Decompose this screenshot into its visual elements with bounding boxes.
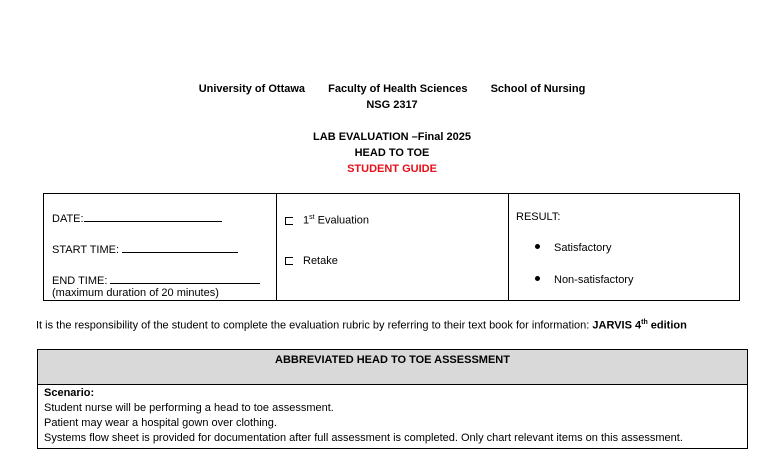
institution-header	[0, 83, 784, 95]
assessment-section	[37, 349, 748, 449]
textbook-edition-label: edition	[647, 319, 687, 332]
school-name: School of Nursing	[490, 83, 586, 95]
evaluation-title: LAB EVALUATION –Final 2025	[313, 131, 471, 143]
times-cell	[44, 194, 277, 300]
evaluation-info-table	[43, 193, 740, 301]
end-time-field	[52, 273, 260, 287]
responsibility-statement	[36, 319, 687, 332]
first-eval-label: Evaluation	[317, 214, 370, 227]
scenario-line: Patient may wear a hospital gown over clothing.	[44, 417, 277, 429]
satisfactory-label: Satisfactory	[554, 242, 612, 254]
result-label: RESULT:	[516, 211, 561, 223]
scenario-line: Student nurse will be performing a head to toe assessment.	[44, 402, 334, 414]
evaluation-subtitle: HEAD TO TOE	[354, 147, 430, 159]
first-eval-number: 1	[303, 214, 310, 227]
result-cell	[509, 194, 739, 300]
scenario-label: Scenario:	[44, 387, 95, 399]
attempt-cell	[277, 194, 509, 300]
retake-option[interactable]	[285, 255, 338, 267]
non-satisfactory-option[interactable]	[535, 274, 633, 286]
faculty-name: Faculty of Health Sciences	[328, 83, 468, 95]
first-evaluation-option[interactable]	[285, 214, 369, 227]
course-code: NSG 2317	[366, 99, 418, 111]
university-name: University of Ottawa	[198, 83, 306, 95]
scenario-line: Systems flow sheet is provided for documentation after full assessment is completed. Only chart relevant items on this assessment.	[44, 432, 683, 444]
assessment-heading: ABBREVIATED HEAD TO TOE ASSESSMENT	[38, 350, 747, 385]
satisfactory-option[interactable]	[535, 242, 611, 254]
non-satisfactory-label: Non-satisfactory	[554, 274, 634, 286]
bullet-icon	[535, 276, 540, 281]
retake-label: Retake	[303, 255, 338, 267]
date-field	[52, 211, 222, 225]
first-eval-suffix: st	[309, 214, 315, 221]
student-guide-label: STUDENT GUIDE	[347, 163, 437, 175]
end-time-label: END TIME:	[52, 275, 108, 287]
bullet-icon	[535, 244, 540, 249]
start-time-label: START TIME:	[52, 244, 120, 256]
date-blank	[84, 211, 222, 222]
date-label: DATE:	[52, 213, 84, 225]
checkbox-icon[interactable]	[285, 217, 293, 225]
checkbox-icon[interactable]	[285, 257, 293, 265]
textbook-edition-suffix: th	[641, 319, 648, 326]
max-duration-note: (maximum duration of 20 minutes)	[52, 287, 219, 299]
end-time-blank	[110, 273, 260, 284]
start-time-field	[52, 242, 238, 256]
responsibility-text: It is the responsibility of the student to complete the evaluation rubric by referring to their text book for information:	[36, 319, 593, 332]
start-time-blank	[122, 242, 238, 253]
textbook-name: JARVIS 4	[592, 319, 642, 332]
